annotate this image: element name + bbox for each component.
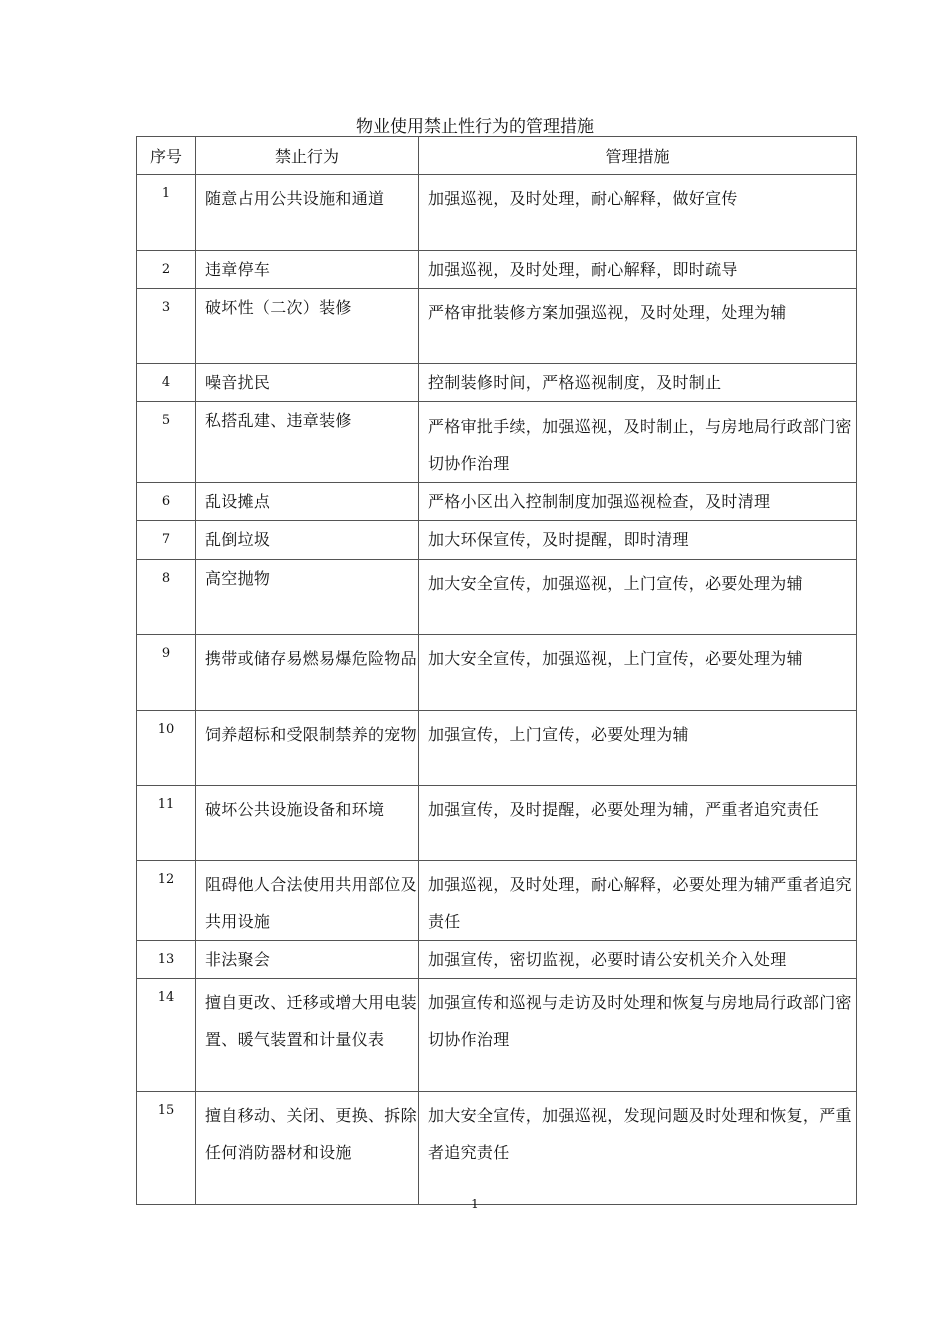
table-row (137, 402, 857, 483)
header-measure: 管理措施 (419, 137, 857, 175)
row-behavior: 私搭乱建、违章装修 (205, 411, 352, 430)
row-number: 6 (161, 494, 171, 509)
table-header-row (137, 137, 857, 175)
table-row (137, 483, 857, 521)
row-number: 4 (161, 375, 171, 390)
row-measure: 加强宣传和巡视与走访及时处理和恢复与房地局行政部门密切协作治理 (428, 993, 852, 1049)
row-measure: 加大安全宣传，加强巡视，上门宣传，必要处理为辅 (428, 649, 803, 668)
row-measure: 加强宣传，及时提醒，必要处理为辅，严重者追究责任 (428, 800, 820, 819)
table-row (137, 635, 857, 711)
page-number: 1 (471, 1197, 479, 1211)
row-number: 5 (161, 413, 171, 428)
row-behavior: 随意占用公共设施和通道 (205, 189, 385, 208)
row-measure: 严格审批手续，加强巡视，及时制止，与房地局行政部门密切协作治理 (428, 417, 852, 473)
row-measure: 加大安全宣传，加强巡视，上门宣传，必要处理为辅 (428, 574, 803, 593)
table-row (137, 941, 857, 979)
table-row (137, 786, 857, 861)
header-no: 序号 (137, 137, 196, 175)
row-behavior: 擅自更改、迁移或增大用电装置、暖气装置和计量仪表 (205, 993, 417, 1049)
table-row (137, 560, 857, 635)
row-number: 13 (157, 952, 175, 967)
table-row (137, 979, 857, 1092)
row-number: 14 (157, 990, 175, 1005)
table-row (137, 1092, 857, 1205)
table-row (137, 251, 857, 289)
row-measure: 加大安全宣传，加强巡视，发现问题及时处理和恢复，严重者追究责任 (428, 1106, 852, 1162)
table-row (137, 175, 857, 251)
row-behavior: 乱设摊点 (205, 492, 271, 511)
row-number: 3 (161, 300, 171, 315)
row-behavior: 阻碍他人合法使用共用部位及共用设施 (205, 875, 417, 931)
row-behavior: 非法聚会 (205, 950, 271, 969)
row-behavior: 违章停车 (205, 260, 271, 279)
measures-table (136, 136, 857, 1205)
document-title: 物业使用禁止性行为的管理措施 (356, 117, 594, 137)
row-behavior: 乱倒垃圾 (205, 530, 271, 549)
table-row (137, 289, 857, 364)
table-row (137, 521, 857, 560)
table-row (137, 364, 857, 402)
row-measure: 严格小区出入控制制度加强巡视检查，及时清理 (428, 492, 771, 511)
row-behavior: 携带或储存易燃易爆危险物品 (205, 649, 417, 668)
row-number: 9 (161, 646, 171, 661)
header-behavior: 禁止行为 (196, 137, 419, 175)
row-measure: 严格审批装修方案加强巡视，及时处理，处理为辅 (428, 303, 787, 322)
row-measure: 加强宣传，上门宣传，必要处理为辅 (428, 725, 689, 744)
row-number: 15 (157, 1103, 175, 1118)
row-behavior: 高空抛物 (205, 569, 271, 588)
row-behavior: 破坏公共设施设备和环境 (205, 800, 385, 819)
row-measure: 加大环保宣传，及时提醒，即时清理 (428, 530, 689, 549)
row-measure: 加强巡视，及时处理，耐心解释，必要处理为辅严重者追究责任 (428, 875, 852, 931)
row-behavior: 破坏性（二次）装修 (205, 298, 352, 317)
row-number: 1 (161, 186, 171, 201)
row-number: 10 (157, 722, 175, 737)
row-number: 11 (157, 797, 175, 812)
row-number: 8 (161, 571, 171, 586)
row-behavior: 饲养超标和受限制禁养的宠物 (205, 725, 417, 744)
table-row (137, 711, 857, 786)
row-measure: 加强宣传，密切监视，必要时请公安机关介入处理 (428, 950, 787, 969)
row-measure: 加强巡视，及时处理，耐心解释，即时疏导 (428, 260, 738, 279)
row-measure: 控制装修时间，严格巡视制度，及时制止 (428, 373, 722, 392)
row-number: 2 (161, 262, 171, 277)
row-behavior: 噪音扰民 (205, 373, 271, 392)
table-row (137, 861, 857, 941)
row-number: 7 (161, 532, 171, 547)
row-measure: 加强巡视，及时处理，耐心解释，做好宣传 (428, 189, 738, 208)
row-behavior: 擅自移动、关闭、更换、拆除任何消防器材和设施 (205, 1106, 417, 1162)
row-number: 12 (157, 872, 175, 887)
